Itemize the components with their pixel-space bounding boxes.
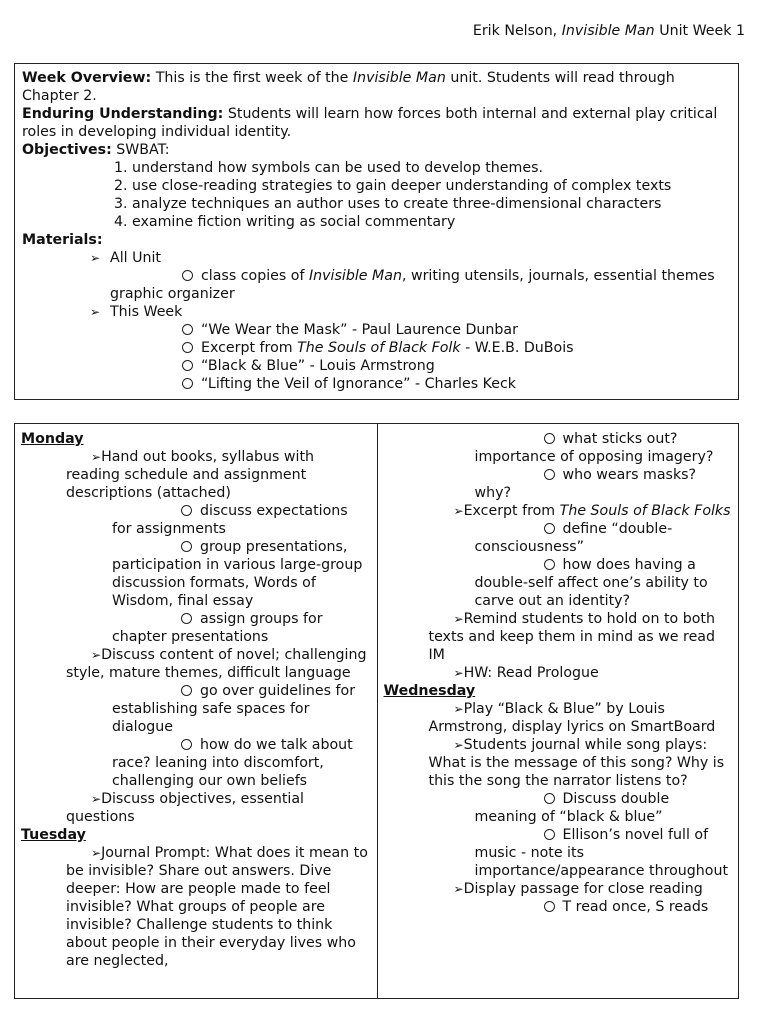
arrow-bullet-icon: ➢ [453,738,464,752]
wednesday-sub-text: T read once, S reads [562,899,709,915]
week-overview-label: Week Overview: [22,70,152,86]
monday-sub-bullet [21,682,371,736]
monday-sub-bullet [21,610,371,646]
all-unit-item-a: class copies of [201,268,305,284]
monday-sub-text: discuss expectations for assignments [112,503,348,537]
objective-item: 4. examine fiction writing as social commentary [132,213,732,231]
week-overview-box [14,63,739,400]
tuesday-sub-bullet [384,556,733,610]
this-week-item-2-a: Excerpt from [201,340,293,356]
circle-bullet-icon [182,360,193,371]
tuesday-sub-text: define “double-consciousness” [474,521,673,555]
wednesday-bullet-text: Students journal while song plays: What is the message of this song? Why is this the song the narrator listens to? [428,737,725,789]
this-week-item-3: “Black & Blue” - Louis Armstrong [201,358,435,374]
monday-bullet [21,448,371,502]
tuesday-bullet-text: Remind students to hold on to both texts and keep them in mind as we read IM [428,611,715,663]
day-heading-monday: Monday [21,431,84,447]
all-unit-label: All Unit [110,250,161,266]
monday-bullet [21,790,371,826]
all-unit-item-b: , writing utensils, journals, essential themes graphic organizer [110,268,715,302]
circle-bullet-icon [181,739,192,750]
tuesday-sub-bullet [384,466,733,502]
arrow-bullet-icon: ➢ [91,792,102,806]
materials-this-week [22,303,732,321]
circle-bullet-icon [181,613,192,624]
this-week-item-2-italic: The Souls of Black Folk [297,340,461,356]
wednesday-sub-text: Discuss double meaning of “black & blue” [474,791,670,825]
wednesday-sub-bullet [384,826,733,880]
circle-bullet-icon [544,523,555,534]
circle-bullet-icon [181,685,192,696]
schedule-left-column [15,424,377,998]
arrow-bullet-icon: ➢ [453,612,464,626]
circle-bullet-icon [182,342,193,353]
tuesday-sub-text: who wears masks? why? [474,467,697,501]
monday-sub-text: go over guidelines for establishing safe spaces for dialogue [112,683,356,735]
arrow-bullet-icon: ➢ [91,846,102,860]
materials-label: Materials: [22,232,103,248]
tuesday-bullet-text-a: Excerpt from [463,503,556,519]
wednesday-bullet [384,880,733,898]
arrow-bullet-icon: ➢ [90,251,101,265]
objectives-label: Objectives: [22,142,112,158]
tuesday-bullet [384,502,733,520]
day-heading-wednesday: Wednesday [383,683,476,699]
circle-bullet-icon [182,378,193,389]
this-week-item-4: “Lifting the Veil of Ignorance” - Charles Keck [201,376,516,392]
week-overview-text-a: This is the first week of the [155,70,349,86]
objectives-text: SWBAT: [116,142,170,158]
monday-bullet-text: Hand out books, syllabus with reading schedule and assignment descriptions (attached) [66,449,315,501]
circle-bullet-icon [544,433,555,444]
enduring-understanding-text: Students will learn how forces both internal and external play critical roles in developing individual identity. [22,106,718,140]
objective-item: 1. understand how symbols can be used to develop themes. [132,159,732,177]
day-heading-tuesday: Tuesday [21,827,86,843]
circle-bullet-icon [544,829,555,840]
arrow-bullet-icon: ➢ [91,648,102,662]
tuesday-bullet [21,844,371,970]
header-title-rest: Unit Week 1 [659,23,745,39]
header-title-italic: Invisible Man [561,23,655,39]
arrow-bullet-icon: ➢ [453,702,464,716]
wednesday-bullet-text: Play “Black & Blue” by Louis Armstrong, display lyrics on SmartBoard [428,701,716,735]
objective-item: 3. analyze techniques an author uses to create three-dimensional characters [132,195,732,213]
objectives-list [22,159,732,231]
objective-item: 2. use close-reading strategies to gain deeper understanding of complex texts [132,177,732,195]
tuesday-bullet-text-italic: The Souls of Black Folks [559,503,731,519]
arrow-bullet-icon: ➢ [453,882,464,896]
enduring-understanding [22,105,732,141]
tuesday-sub-text: what sticks out? importance of opposing imagery? [474,431,714,465]
this-week-item [22,339,732,357]
circle-bullet-icon [182,270,193,281]
week-overview-text-italic: Invisible Man [352,70,446,86]
schedule-right-column [377,424,739,998]
wednesday-sub-text: Ellison’s novel full of music - note its importance/appearance throughout [474,827,729,879]
all-unit-item [22,267,732,303]
this-week-item-1: “We Wear the Mask” - Paul Laurence Dunbar [201,322,518,338]
arrow-bullet-icon: ➢ [91,450,102,464]
monday-sub-bullet [21,538,371,610]
objectives-heading [22,141,732,159]
circle-bullet-icon [181,505,192,516]
wednesday-bullet-text: Display passage for close reading [463,881,703,897]
wednesday-sub-bullet [384,790,733,826]
materials-all-unit [22,249,732,267]
circle-bullet-icon [544,901,555,912]
page-header [473,22,745,40]
arrow-bullet-icon: ➢ [453,666,464,680]
monday-sub-text: how do we talk about race? leaning into discomfort, challenging our own beliefs [112,737,353,789]
circle-bullet-icon [182,324,193,335]
tuesday-bullet-text: Journal Prompt: What does it mean to be invisible? Share out answers. Dive deeper: How are people made to feel invisible? What groups of people are invisible? Challenge students to think about people in their everyday lives who are neglected, [66,845,368,969]
wednesday-bullet [384,700,733,736]
this-week-item-2-b: - W.E.B. DuBois [465,340,574,356]
this-week-item [22,357,732,375]
wednesday-bullet [384,736,733,790]
this-week-item [22,321,732,339]
circle-bullet-icon [544,559,555,570]
arrow-bullet-icon: ➢ [453,504,464,518]
tuesday-bullet [384,664,733,682]
week-overview-text-b: unit. Students will read through Chapter 2. [22,70,675,104]
tuesday-sub-text: how does having a double-self affect one’s ability to carve out an identity? [474,557,708,609]
monday-bullet-text: Discuss objectives, essential questions [66,791,304,825]
wednesday-sub-bullet [384,898,733,916]
tuesday-sub-bullet [384,430,733,466]
tuesday-bullet [384,610,733,664]
this-week-item [22,375,732,393]
this-week-label: This Week [110,304,183,320]
tuesday-bullet-text: HW: Read Prologue [463,665,599,681]
monday-bullet [21,646,371,682]
monday-sub-bullet [21,736,371,790]
header-author: Erik Nelson, [472,23,558,39]
arrow-bullet-icon: ➢ [90,305,101,319]
monday-sub-text: assign groups for chapter presentations [112,611,323,645]
monday-sub-text: group presentations, participation in various large-group discussion formats, Words of Wisdom, final essay [112,539,363,609]
enduring-understanding-label: Enduring Understanding: [22,106,224,122]
week-overview [22,69,732,105]
circle-bullet-icon [181,541,192,552]
circle-bullet-icon [544,469,555,480]
all-unit-item-italic: Invisible Man [308,268,402,284]
tuesday-sub-bullet [384,520,733,556]
monday-bullet-text: Discuss content of novel; challenging style, mature themes, difficult language [66,647,367,681]
circle-bullet-icon [544,793,555,804]
schedule-table [14,423,739,999]
monday-sub-bullet [21,502,371,538]
